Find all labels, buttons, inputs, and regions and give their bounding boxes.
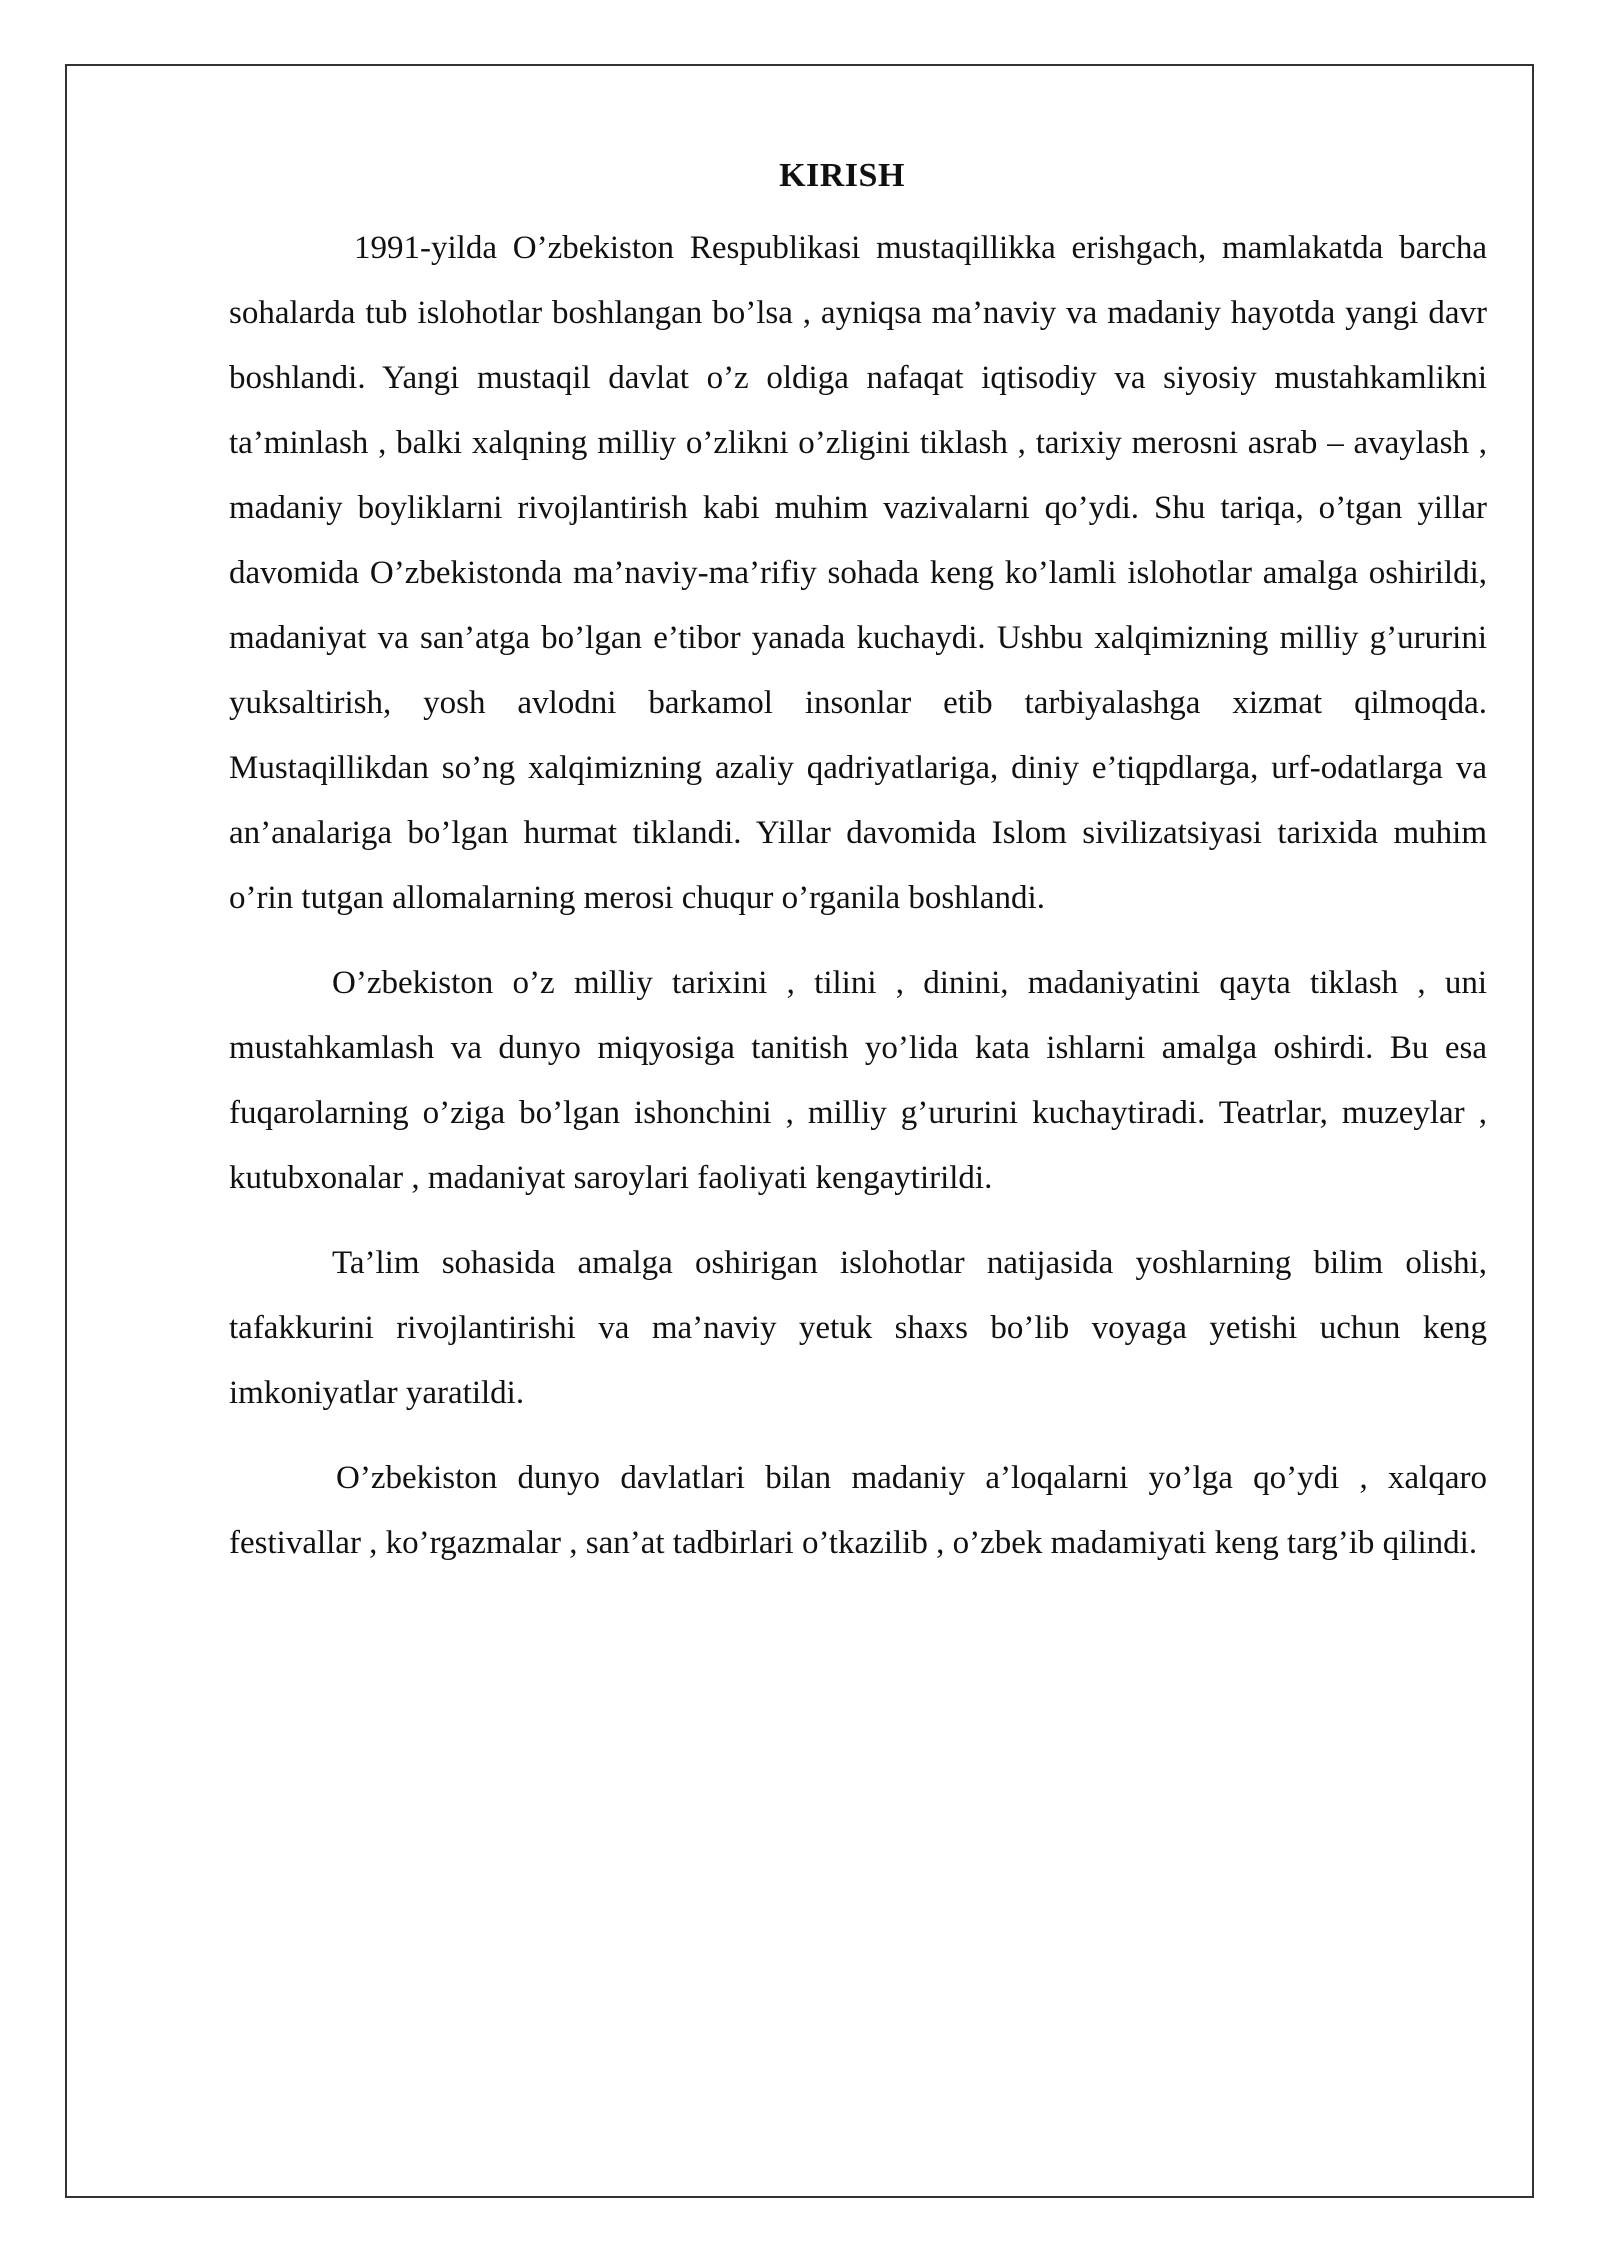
paragraph-4: O’zbekiston dunyo davlatlari bilan madaniy a’loqalarni yo’lga qo’ydi , xalqaro festivallar , ko’rgazmalar , san’at tadbirlari o’tkazilib , o’zbek madamiyati keng targ’ib qilindi. [229, 1460, 1487, 1561]
paragraph-3: Ta’lim sohasida amalga oshirigan islohotlar natijasida yoshlarning bilim olishi, tafakkurini rivojlantirishi va ma’naviy yetuk shaxs bo’lib voyaga yetishi uchun keng imkoniyatlar yaratildi. [229, 1245, 1487, 1411]
document-title: KIRISH [779, 157, 905, 194]
paragraph-1: 1991-yilda O’zbekiston Respublikasi mustaqillikka erishgach, mamlakatda barcha sohalarda tub islohotlar boshlangan bo’lsa , ayniqsa ma’naviy va madaniy hayotda yangi davr boshlandi. Yangi mustaqil davlat o’z oldiga nafaqat iqtisodiy va siyosiy mustahkamlikni ta’minlash , balki xalqning milliy o’zlikni o’zligini tiklash , tarixiy merosni asrab – avaylash , madaniy boyliklarni rivojlantirish kabi muhim vazivalarni qo’ydi. Shu tariqa, o’tgan yillar davomida O’zbekistonda ma’naviy-ma’rifiy sohada keng ko’lamli islohotlar amalga oshirildi, madaniyat va san’atga bo’lgan e’tibor yanada kuchaydi. Ushbu xalqimizning milliy g’ururini yuksaltirish, yosh avlodni barkamol insonlar etib tarbiyalashga xizmat qilmoqda. Mustaqillikdan so’ng xalqimizning azaliy qadriyatlariga, diniy e’tiqpdlarga, urf-odatlarga va an’analariga bo’lgan hurmat tiklandi. Yillar davomida Islom sivilizatsiyasi tarixida muhim o’rin tutgan allomalarning merosi chuqur o’rganila boshlandi. [229, 230, 1487, 916]
paragraph-2: O’zbekiston o’z milliy tarixini , tilini , dinini, madaniyatini qayta tiklash , uni mustahkamlash va dunyo miqyosiga tanitish yo’lida kata ishlarni amalga oshirdi. Bu esa fuqarolarning o’ziga bo’lgan ishonchini , milliy g’ururini kuchaytiradi. Teatrlar, muzeylar , kutubxonalar , madaniyat saroylari faoliyati kengaytirildi. [229, 965, 1487, 1196]
document-body [229, 150, 1487, 1596]
